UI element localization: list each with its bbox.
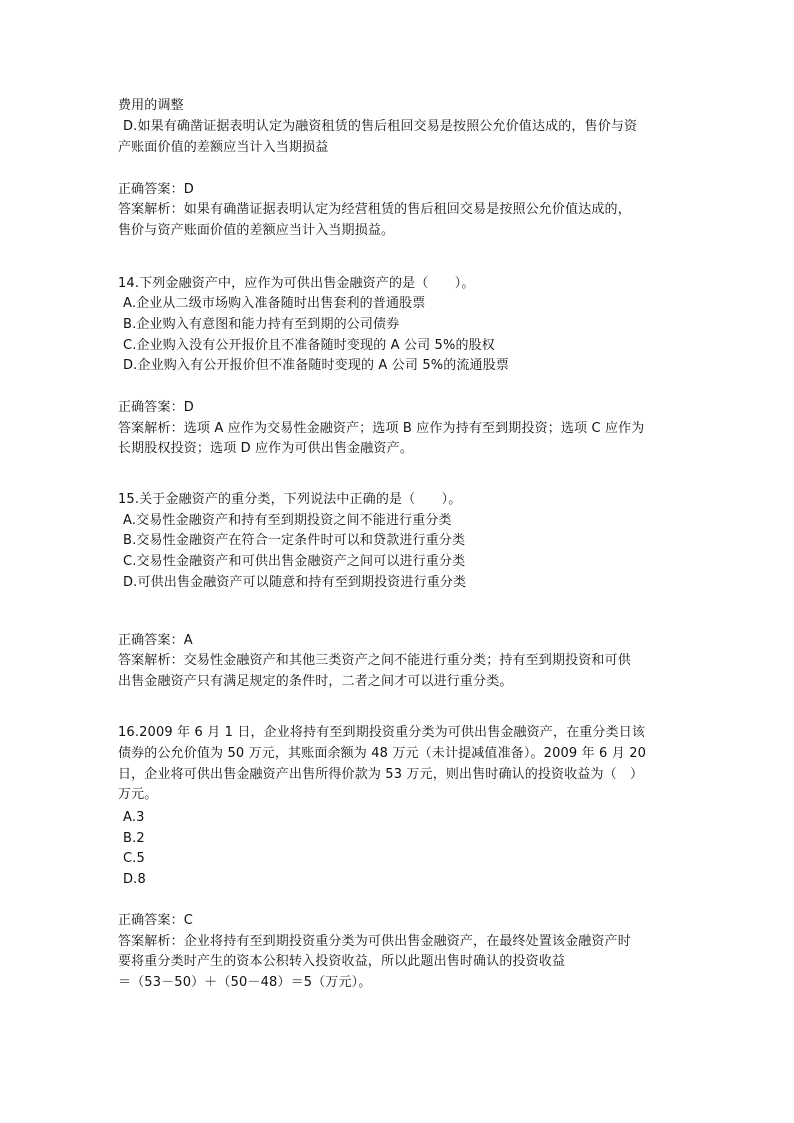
question-stem: 14.下列金融资产中，应作为可供出售金融资产的是（ ）。: [118, 276, 475, 291]
answer-explanation: 答案解析：交易性金融资产和其他三类资产之间不能进行重分类；持有至到期投资和可供: [118, 653, 631, 668]
option-d: D.如果有确凿证据表明认定为融资租赁的售后租回交易是按照公允价值达成的，售价与资: [123, 119, 638, 134]
question-stem-continued: 债券的公允价值为 50 万元，其账面余额为 48 万元（未计提减值准备）。2009 年 6 月 20: [118, 746, 647, 761]
option-d-continued: 产账面价值的差额应当计入当期损益: [118, 140, 329, 155]
answer-explanation: 答案解析：如果有确凿证据表明认定为经营租赁的售后租回交易是按照公允价值达成的，: [118, 202, 631, 217]
answer-explanation: 答案解析：企业将持有至到期投资重分类为可供出售金融资产，在最终处置该金融资产时: [118, 934, 631, 949]
correct-answer: 正确答案：D: [118, 182, 194, 197]
question-stem-continued: 日，企业将可供出售金融资产出售所得价款为 53 万元，则出售时确认的投资收益为（ ）: [118, 767, 644, 782]
option-d: D.8: [123, 872, 146, 887]
option-c: C.5: [123, 851, 145, 866]
continuation-stem-tail: 费用的调整: [118, 98, 184, 113]
option-d: D.可供出售金融资产可以随意和持有至到期投资进行重分类: [123, 575, 467, 590]
answer-explanation-continued: 长期股权投资；选项 D 应作为可供出售金融资产。: [118, 441, 413, 456]
option-d: D.企业购入有公开报价但不准备随时变现的 A 公司 5%的流通股票: [123, 358, 510, 373]
option-a: A.3: [123, 810, 145, 825]
option-b: B.企业购入有意图和能力持有至到期的公司债券: [123, 317, 400, 332]
question-stem-continued: 万元。: [118, 787, 158, 802]
correct-answer: 正确答案：A: [118, 633, 193, 648]
calculation-formula: ＝（53－50）＋（50－48）＝5（万元）。: [118, 975, 372, 990]
correct-answer: 正确答案：D: [118, 400, 194, 415]
option-b: B.2: [123, 831, 145, 846]
question-stem: 15.关于金融资产的重分类，下列说法中正确的是（ ）。: [118, 492, 462, 507]
question-stem: 16.2009 年 6 月 1 日，企业将持有至到期投资重分类为可供出售金融资产，在重分类日该: [118, 725, 646, 740]
answer-explanation: 答案解析：选项 A 应作为交易性金融资产；选项 B 应作为持有至到期投资；选项 C 应作为: [118, 421, 645, 436]
option-c: C.交易性金融资产和可供出售金融资产之间可以进行重分类: [123, 554, 466, 569]
correct-answer: 正确答案：C: [118, 913, 193, 928]
option-a: A.企业从二级市场购入准备随时出售套利的普通股票: [123, 296, 426, 311]
option-b: B.交易性金融资产在符合一定条件时可以和贷款进行重分类: [123, 533, 466, 548]
answer-explanation-continued: 售价与资产账面价值的差额应当计入当期损益。: [118, 223, 395, 238]
answer-explanation-continued: 要将重分类时产生的资本公积转入投资收益，所以此题出售时确认的投资收益: [118, 954, 566, 969]
option-a: A.交易性金融资产和持有至到期投资之间不能进行重分类: [123, 513, 452, 528]
option-c: C.企业购入没有公开报价且不准备随时变现的 A 公司 5%的股权: [123, 338, 495, 353]
answer-explanation-continued: 出售金融资产只有满足规定的条件时，二者之间才可以进行重分类。: [118, 674, 513, 689]
